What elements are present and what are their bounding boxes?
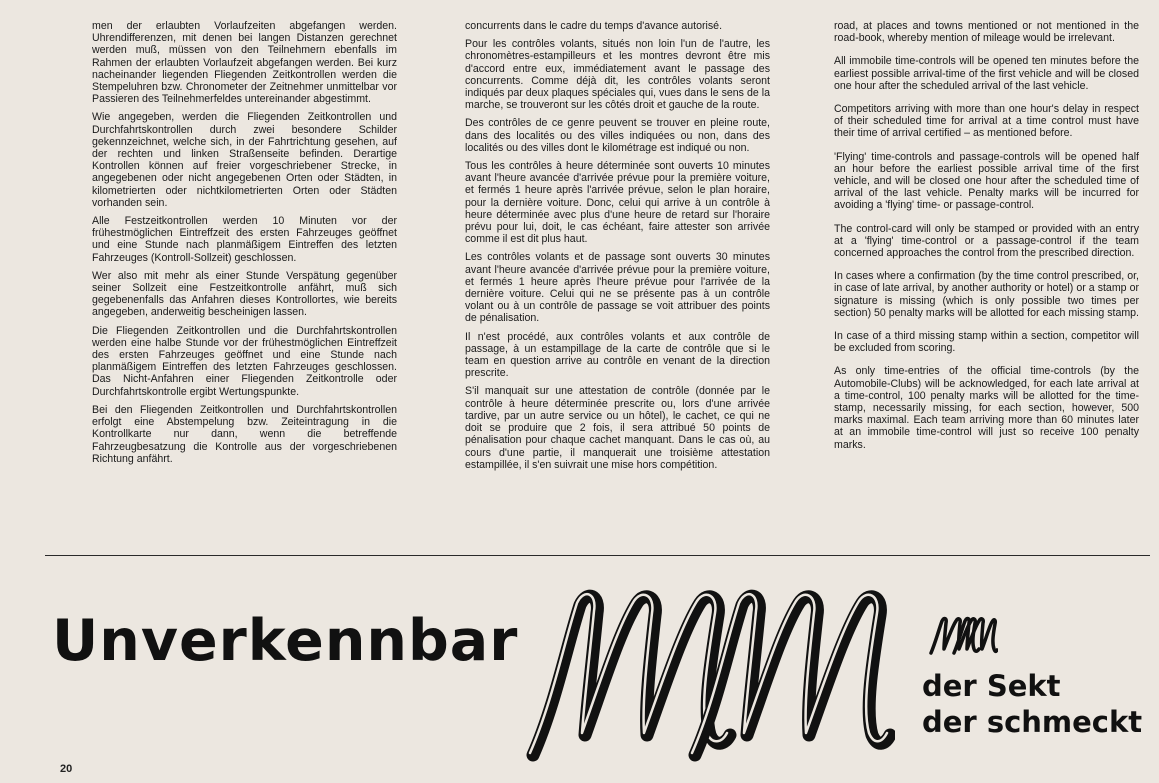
paragraph: Bei den Fliegenden Zeitkontrollen und Durchfahrtskontrollen erfolgt eine Abstempelung bzw. Zeiteintragung in die Kontrollkarte nur dann, wenn die betreffende Fahrzeugbesatzung die Kontrolle aus der vorgeschriebenen Richtung anfährt. (92, 403, 397, 465)
paragraph: Il n'est procédé, aux contrôles volants et aux contrôle de passage, à un estampillage de la carte de contrôle que si le team en question arrive au contrôle en venant de la direction prescrite. (465, 330, 770, 380)
mm-small-logo (928, 615, 998, 657)
paragraph: Wie angegeben, werden die Fliegenden Zeitkontrollen und Durchfahrtskontrollen durch zwei besondere Schilder gekennzeichnet, welche sich, in der Fahrtrichtung gesehen, auf der rechten und linken Straßenseite befinden. Derartige Kontrollen können auf freier vorgeschriebener Strecke, in angegebenen oder nicht angegebenen Orten oder Städten, in kilometrierten oder nichtkilometrierten Orten oder Städten vorhanden sein. (92, 111, 397, 209)
ad-divider-rule (45, 555, 1150, 556)
ad-headline: Unverkennbar (52, 608, 519, 674)
paragraph: Alle Festzeitkontrollen werden 10 Minuten vor der frühestmöglichen Eintreffzeit des ersten Fahrzeuges geöffnet und eine Stunde nach planmäßigem Eintreffen des letzten Fahrzeuges (Kontroll-Sollzeit) geschlossen. (92, 215, 397, 264)
paragraph: As only time-entries of the official time-controls (by the Automobile-Clubs) will be acknowledged, for each late arrival at a time-control, 100 penalty marks will be allotted for the time-stamp, necessarily missing, for each section, however, 500 marks maximal. Each team arriving more than 60 minutes later at an immobile time-control will just so receive 100 penalty marks. (834, 365, 1139, 451)
paragraph: In cases where a confirmation (by the time control prescribed, or, in case of late arrival, by another authority or hotel) or a stamp or signature is missing (which is only possible two times per section) 50 penalty marks will be allotted for each missing stamp. (834, 270, 1139, 319)
paragraph: concurrents dans le cadre du temps d'avance autorisé. (465, 20, 723, 32)
ad-slogan (922, 668, 1142, 740)
paragraph: Les contrôles volants et de passage sont ouverts 30 minutes avant l'heure avancée d'arrivée prévue pour la première voiture, et fermés 1 heure après l'heure prévue pour l'arrivée de la dernière voiture. Celui qui ne se présente pas à un contrôle volant ou à un contrôle de passage se voit attribuer des points de pénalisation. (465, 251, 770, 325)
paragraph: Des contrôles de ce genre peuvent se trouver en pleine route, dans des localités ou des villes indiquées ou non, dans des localités ou des villes dont le kilométrage est indiqué ou non. (465, 117, 770, 154)
french-text-column (465, 20, 770, 477)
slogan-line: der Sekt (922, 669, 1061, 703)
paragraph: road, at places and towns mentioned or not mentioned in the road-book, whereby mention of mileage would be irrelevant. (834, 20, 1139, 45)
paragraph: Competitors arriving with more than one hour's delay in respect of their scheduled time for arrival at a time control must have their time of arrival certified – as mentioned before. (834, 103, 1139, 140)
page-number: 20 (60, 763, 73, 775)
paragraph: S'il manquait sur une attestation de contrôle (donnée par le contrôle à heure déterminée prescrite ou, lors d'une arrivée tardive, par un autre service ou un hôtel), le cachet, ce qui ne doit se produire que 2 fois, il sera attribué 50 points de pénalisation pour chaque cachet manquant. Dans le cas où, au cours d'une partie, il manquerait une troisième attestation estampillée, il s'en suivrait une mise hors compétition. (465, 385, 770, 471)
slogan-line: der schmeckt (922, 705, 1143, 739)
paragraph: Tous les contrôles à heure déterminée sont ouverts 10 minutes avant l'heure avancée d'arrivée prévue pour la première voiture, et fermés 1 heure après l'arrivée prévue, selon le plan horaire, pour la dernière voiture. Donc, celui qui arrive à un contrôle à heure déterminée avec plus d'une heure de retard sur l'horaire prévu pour lui, doit, le cas échéant, faire attester son arrivée comme il est dit plus haut. (465, 160, 770, 246)
english-text-column (834, 20, 1139, 462)
paragraph: All immobile time-controls will be opened ten minutes before the earliest possible arrival-time of the first vehicle and will be closed one hour after the scheduled arrival of the last vehicle. (834, 55, 1139, 92)
paragraph: The control-card will only be stamped or provided with an entry at a 'flying' time-control or a passage-control if the team concerned approaches the control from the prescribed direction. (834, 222, 1139, 260)
paragraph: 'Flying' time-controls and passage-controls will be opened half an hour before the earliest possible arrival time of the first vehicle, and will be closed one hour after the scheduled time of arrival of the last vehicle. Penalty marks will be incurred for avoiding a 'flying' time- or passage-control. (834, 150, 1139, 212)
mm-logo (525, 585, 895, 765)
german-text-column (92, 20, 397, 471)
paragraph: Die Fliegenden Zeitkontrollen und die Durchfahrtskontrollen werden eine halbe Stunde vor der frühestmöglichen Eintreffzeit des ersten Fahrzeuges geöffnet und eine Stunde nach planmäßigem Eintreffen des letzten Fahrzeuges geschlossen. Das Nicht-Anfahren einer Fliegenden Zeitkontrolle oder Durchfahrtskontrolle ergibt Wertungspunkte. (92, 324, 397, 398)
paragraph: Pour les contrôles volants, situés non loin l'un de l'autre, les chronomètres-estampilleurs et les montres devront être mis d'accord entre eux, immédiatement avant le passage des concurrents. Comme déjà dit, les contrôles volants seront indiqués par deux plaques spéciales qui, vues dans le sens de la marche, se trouveront sur les côtés droit et gauche de la route. (465, 38, 770, 112)
paragraph: men der erlaubten Vorlaufzeiten abgefangen werden. Uhrendifferenzen, mit denen bei langen Distanzen gerechnet werden muß, müssen von den Teilnehmern ebenfalls im Rahmen der erlaubten Vorlaufzeit abgefangen werden. Bei kurz nacheinander liegenden Fliegenden Zeitkontrollen werden die Stempeluhren bzw. Chronometer der Zeitnehmer unmittelbar vor Passieren des Teilnehmerfeldes untereinander abgestimmt. (92, 20, 397, 106)
paragraph: Wer also mit mehr als einer Stunde Verspätung gegenüber seiner Sollzeit eine Festzeitkontrolle anfährt, muß sich gegebenenfalls das Anfahren dieses Kontrollortes, wie bereits angegeben, anderweitig bescheinigen lassen. (92, 269, 397, 319)
paragraph: In case of a third missing stamp within a section, competitor will be excluded from scoring. (834, 330, 1139, 355)
